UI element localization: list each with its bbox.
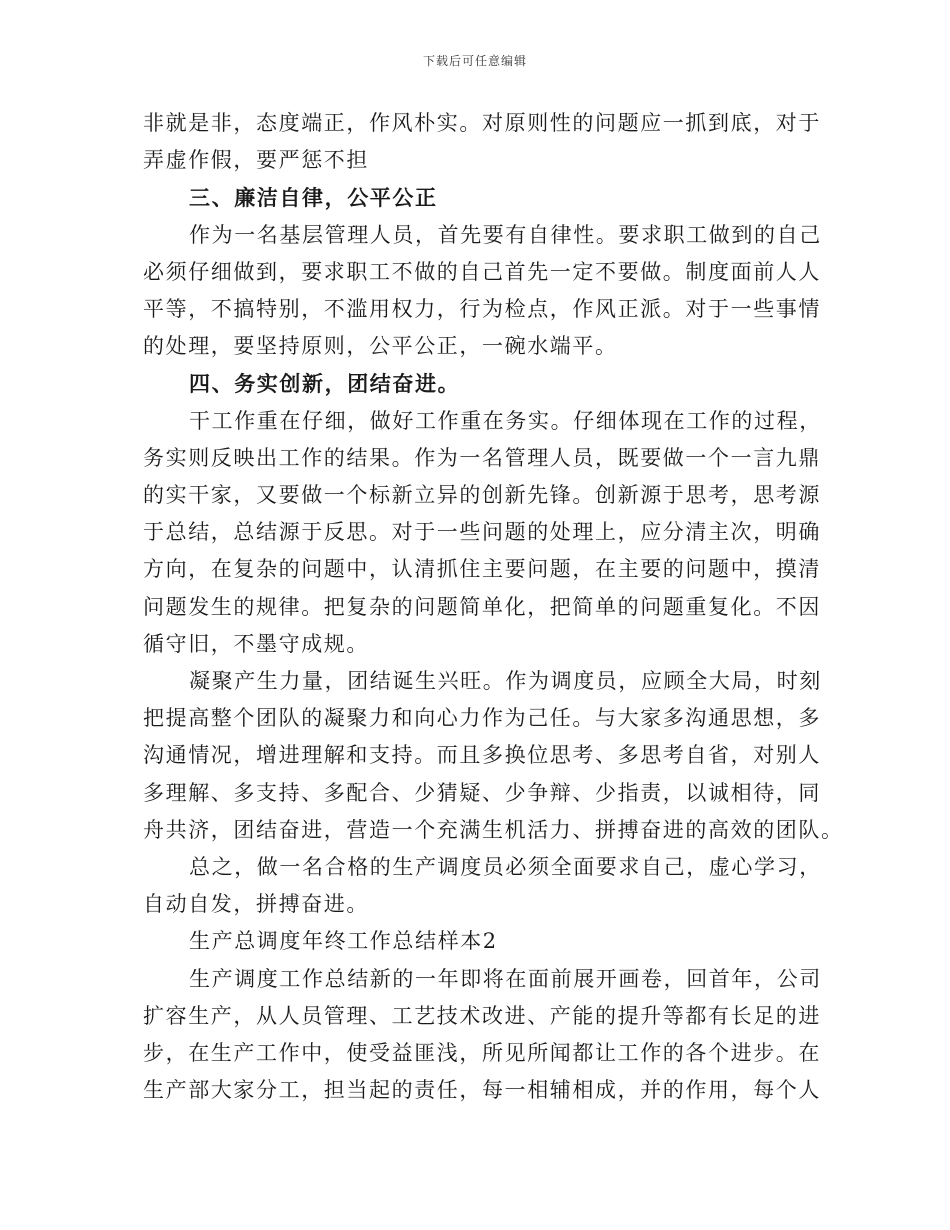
- text-line: 舟共济，团结奋进，营造一个充满生机活力、拼搏奋进的高效的团队。: [143, 817, 844, 842]
- text-line: 平等，不搞特别，不滥用权力，行为检点，作风正派。对于一些事情: [143, 297, 821, 322]
- text-line: 弄虚作假，要严惩不担: [143, 148, 369, 173]
- text-line: 非就是非，态度端正，作风朴实。对原则性的问题应一抓到底，对于: [143, 111, 821, 135]
- text-line: 沟通情况，增进理解和支持。而且多换位思考、多思考自省，对别人: [143, 743, 821, 768]
- text-line: 必须仔细做到，要求职工不做的自己首先一定不要做。制度面前人人: [143, 259, 821, 284]
- text-line: 生产总调度年终工作总结样本2: [189, 929, 498, 954]
- text-line: 的实干家，又要做一个标新立异的创新先锋。创新源于思考，思考源: [143, 483, 821, 508]
- text-line: 问题发生的规律。把复杂的问题简单化，把简单的问题重复化。不因: [143, 594, 821, 619]
- text-line: 于总结，总结源于反思。对于一些问题的处理上，应分清主次，明确: [143, 520, 821, 545]
- text-line: 扩容生产，从人员管理、工艺技术改进、产能的提升等都有长足的进: [143, 1003, 821, 1028]
- section-heading: 三、廉洁自律，公平公正: [189, 185, 438, 211]
- text-line: 凝聚产生力量，团结诞生兴旺。作为调度员，应顾全大局，时刻: [189, 669, 822, 694]
- text-line: 干工作重在仔细，做好工作重在务实。仔细体现在工作的过程，: [189, 408, 822, 433]
- text-line: 自动自发，拼搏奋进。: [143, 892, 369, 917]
- text-line: 步，在生产工作中，使受益匪浅，所见所闻都让工作的各个进步。在: [143, 1041, 821, 1066]
- document-body: [143, 105, 844, 1109]
- text-line: 循守旧，不墨守成规。: [143, 631, 369, 656]
- text-line: 把提高整个团队的凝聚力和向心力作为己任。与大家多沟通思想，多: [143, 706, 821, 731]
- text-line: 多理解、多支持、多配合、少猜疑、少争辩、少指责，以诚相待，同: [143, 780, 821, 805]
- text-line: 总之，做一名合格的生产调度员必须全面要求自己，虚心学习，: [189, 855, 822, 880]
- text-line: 方向，在复杂的问题中，认清抓住主要问题，在主要的问题中，摸清: [143, 557, 821, 582]
- page-header: 下载后可任意编辑: [422, 54, 527, 68]
- text-line: 生产调度工作总结新的一年即将在面前展开画卷，回首年，公司: [189, 966, 822, 991]
- text-line: 作为一名基层管理人员，首先要有自律性。要求职工做到的自己: [189, 222, 822, 247]
- text-line: 务实则反映出工作的结果。作为一名管理人员，既要做一个一言九鼎: [143, 445, 821, 470]
- text-line: 的处理，要坚持原则，公平公正，一碗水端平。: [143, 334, 618, 359]
- section-heading: 四、务实创新，团结奋进。: [189, 371, 461, 397]
- text-line: 生产部大家分工，担当起的责任，每一相辅相成，并的作用，每个人: [143, 1078, 821, 1103]
